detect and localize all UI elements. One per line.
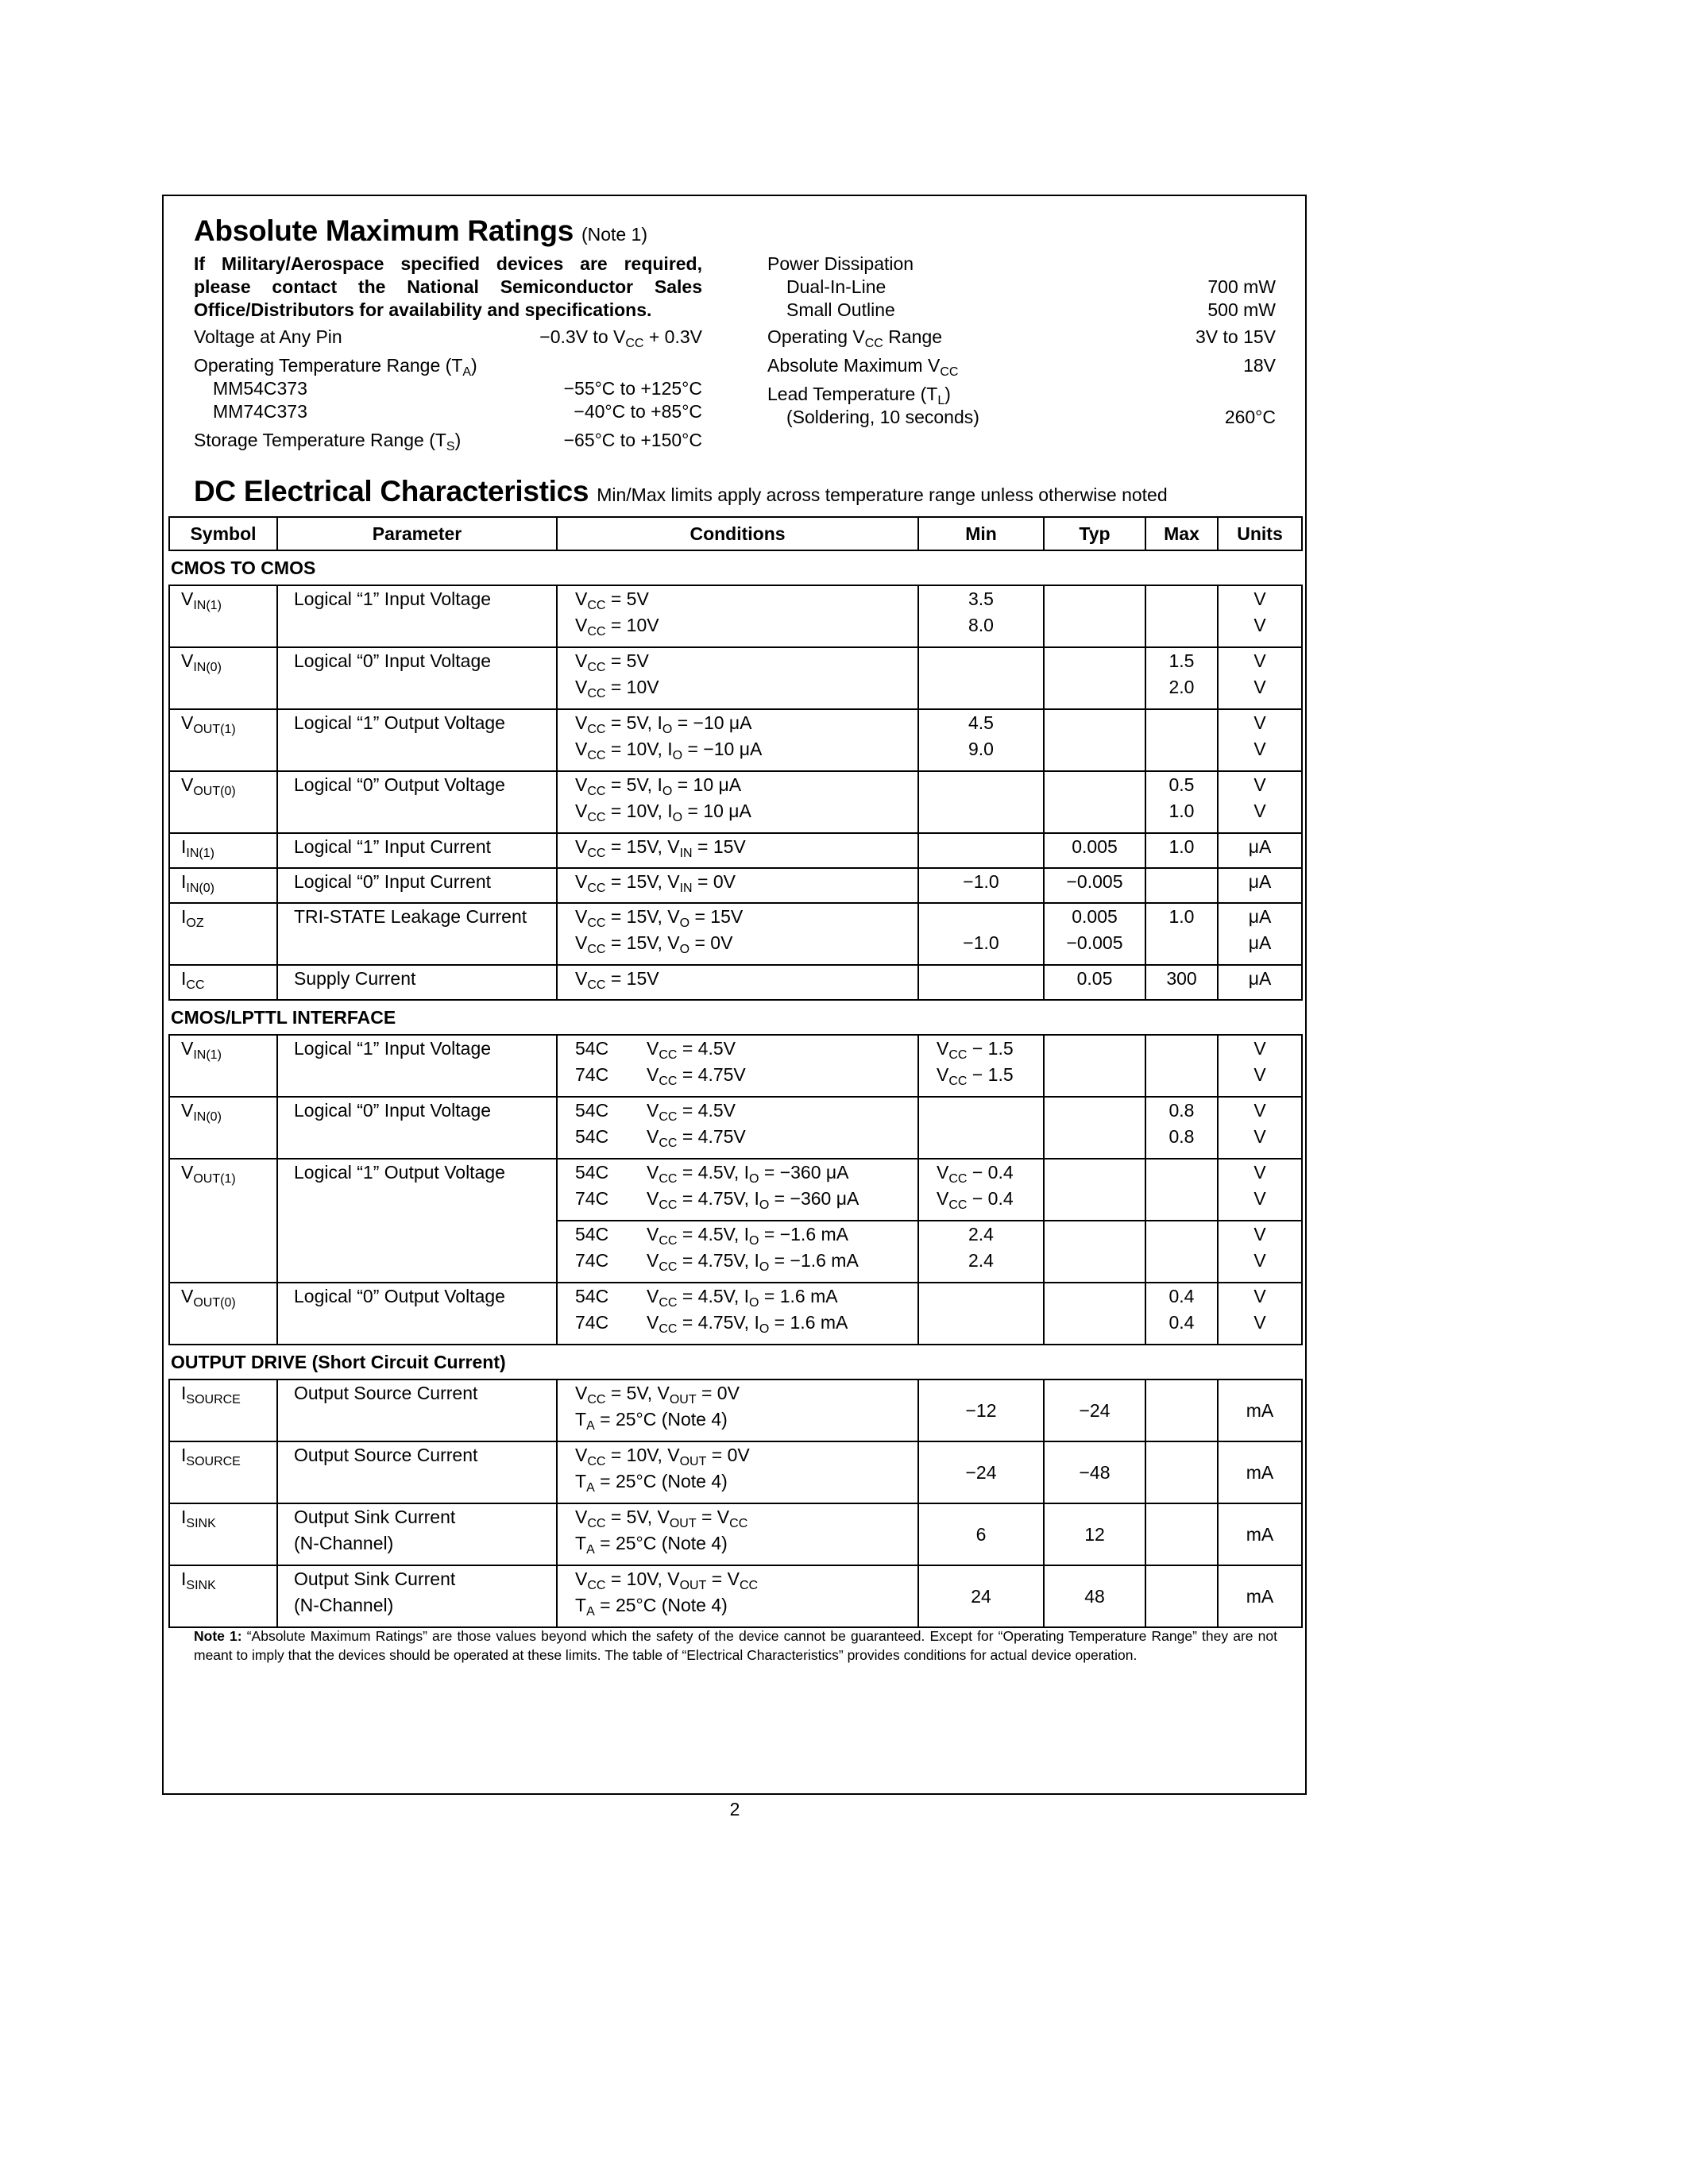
abs-max-right-column bbox=[767, 253, 1276, 429]
lead-temperature: Lead Temperature $(T_L)$ bbox=[767, 384, 951, 407]
table-row: $I_{IN(1)}$ Logical “1” Input Current $V_{CC} = 15V$, $V_{IN} = 15V$ 0.005 1.0 μA bbox=[169, 833, 1302, 868]
col-symbol: Symbol bbox=[169, 517, 277, 550]
table-row: $I_{SOURCE}$ Output Source Current $V_{CC} = 10V$, $V_{OUT} = 0V$ $T_A = 25^\circ C$ (Note 4) −24 −48 mA bbox=[169, 1441, 1302, 1503]
dc-subtitle: Min/Max limits apply across temperature range unless otherwise noted bbox=[597, 484, 1168, 505]
operating-temp-range: Operating Temperature Range $(T_A)$ bbox=[194, 355, 477, 379]
table-row: $V_{IN(1)}$ Logical “1” Input Voltage 54C $V_{CC} = 4.5V$ 74C $V_{CC} = 4.75V$ $V_{CC} - 1.5$ $V_{CC} - 1.5$ V V bbox=[169, 1035, 1302, 1097]
group-output-drive: OUTPUT DRIVE (Short Circuit Current) bbox=[169, 1345, 1302, 1379]
col-typ: Typ bbox=[1044, 517, 1145, 550]
table-row: $V_{OUT(1)}$ Logical “1” Output Voltage 54C $V_{CC} = 4.5V$, $I_O = -360$ μA 74C $V_{CC} = 4.75V$, $I_O = -360$ μA $V_{CC} - 0.4$ $V_{CC} - 0.4$ V V bbox=[169, 1159, 1302, 1221]
soldering-time: (Soldering, 10 seconds) 260°C bbox=[786, 407, 1276, 427]
mm54c373-range: MM54C373 −55°C to +125°C bbox=[213, 378, 702, 399]
table-row: $V_{IN(1)}$ Logical “1” Input Voltage $V_{CC} = 5V$ $V_{CC} = 10V$ 3.5 8.0 V V bbox=[169, 585, 1302, 647]
table-row: $V_{OUT(1)}$ Logical “1” Output Voltage $V_{CC} = 5V$, $I_O = -10$ μA $V_{CC} = 10V$, $I_O = -10$ μA 4.5 9.0 V V bbox=[169, 709, 1302, 771]
abs-max-note-ref: (Note 1) bbox=[581, 224, 648, 245]
col-max: Max bbox=[1145, 517, 1218, 550]
col-parameter: Parameter bbox=[277, 517, 557, 550]
abs-max-left-column bbox=[194, 253, 702, 452]
table-row: $I_{SOURCE}$ Output Source Current $V_{CC} = 5V$, $V_{OUT} = 0V$ $T_A = 25^\circ C$ (Note 4) −12 −24 mA bbox=[169, 1379, 1302, 1441]
col-min: Min bbox=[918, 517, 1044, 550]
military-warning: If Military/Aerospace specified devices are required, please contact the National Semiconductor Sales Office/Distributors for availability and specifications. bbox=[194, 253, 702, 320]
table-header-row bbox=[169, 517, 1302, 550]
dc-characteristics-table bbox=[168, 516, 1303, 1628]
table-row: 54C $V_{CC} = 4.5V$, $I_O = -1.6$ mA 74C $V_{CC} = 4.75V$, $I_O = -1.6$ mA 2.4 2.4 V V bbox=[169, 1221, 1302, 1283]
table-row: $I_{SINK}$ Output Sink Current (N-Channel) $V_{CC} = 5V$, $V_{OUT} = V_{CC}$ $T_A = 25^\circ C$ (Note 4) 6 12 mA bbox=[169, 1503, 1302, 1565]
absolute-max-vcc: Absolute Maximum $V_{CC}$ 18V bbox=[767, 355, 1276, 379]
table-row: $I_{CC}$ Supply Current $V_{CC} = 15V$ 0.05 300 μA bbox=[169, 965, 1302, 1000]
page-number: 2 bbox=[729, 1799, 740, 1819]
small-outline: Small Outline 500 mW bbox=[786, 299, 1276, 320]
group-cmos-lpttl: CMOS/LPTTL INTERFACE bbox=[169, 1000, 1302, 1035]
col-units: Units bbox=[1218, 517, 1302, 550]
table-row: $I_{OZ}$ TRI-STATE Leakage Current $V_{CC} = 15V$, $V_O = 15V$ $V_{CC} = 15V$, $V_O = 0V$ −1.0 0.005 −0.005 1.0 μA μA bbox=[169, 903, 1302, 965]
table-row: $I_{SINK}$ Output Sink Current (N-Channel) $V_{CC} = 10V$, $V_{OUT} = V_{CC}$ $T_A = 25^\circ C$ (Note 4) 24 48 mA bbox=[169, 1565, 1302, 1627]
voltage-any-pin: Voltage at Any Pin −0.3V to $V_{CC} + 0.3V$ bbox=[194, 326, 702, 350]
storage-temp-range: Storage Temperature Range $(T_S)$ −65°C to +150°C bbox=[194, 430, 702, 453]
dual-in-line: Dual-In-Line 700 mW bbox=[786, 276, 1276, 297]
group-cmos-to-cmos: CMOS TO CMOS bbox=[169, 550, 1302, 585]
col-conditions: Conditions bbox=[557, 517, 918, 550]
footnote-1: Note 1: “Absolute Maximum Ratings” are those values beyond which the safety of the device cannot be guaranteed. Except for “Operating Temperature Range” they are not meant to imply that the devices should be operated at these limits. The table of “Electrical Characteristics” provides conditions for actual device operation. bbox=[194, 1628, 1277, 1663]
dc-title: DC Electrical Characteristics Min/Max limits apply across temperature range unless otherwise noted bbox=[194, 475, 1168, 507]
table-row: $V_{IN(0)}$ Logical “0” Input Voltage 54C $V_{CC} = 4.5V$ 54C $V_{CC} = 4.75V$ 0.8 0.8 V V bbox=[169, 1097, 1302, 1159]
table-row: $V_{IN(0)}$ Logical “0” Input Voltage $V_{CC} = 5V$ $V_{CC} = 10V$ 1.5 2.0 V V bbox=[169, 647, 1302, 709]
operating-vcc-range: Operating $V_{CC}$ Range 3V to 15V bbox=[767, 326, 1276, 350]
abs-max-title: Absolute Maximum Ratings (Note 1) bbox=[194, 214, 648, 247]
power-dissipation: Power Dissipation bbox=[767, 253, 914, 274]
table-row: $V_{OUT(0)}$ Logical “0” Output Voltage 54C $V_{CC} = 4.5V$, $I_O = 1.6$ mA 74C $V_{CC} = 4.75V$, $I_O = 1.6$ mA 0.4 0.4 V V bbox=[169, 1283, 1302, 1345]
table-row: $V_{OUT(0)}$ Logical “0” Output Voltage $V_{CC} = 5V$, $I_O = 10$ μA $V_{CC} = 10V$, $I_O = 10$ μA 0.5 1.0 V V bbox=[169, 771, 1302, 833]
mm74c373-range: MM74C373 −40°C to +85°C bbox=[213, 401, 702, 422]
table-row: $I_{IN(0)}$ Logical “0” Input Current $V_{CC} = 15V$, $V_{IN} = 0V$ −1.0 −0.005 μA bbox=[169, 868, 1302, 903]
